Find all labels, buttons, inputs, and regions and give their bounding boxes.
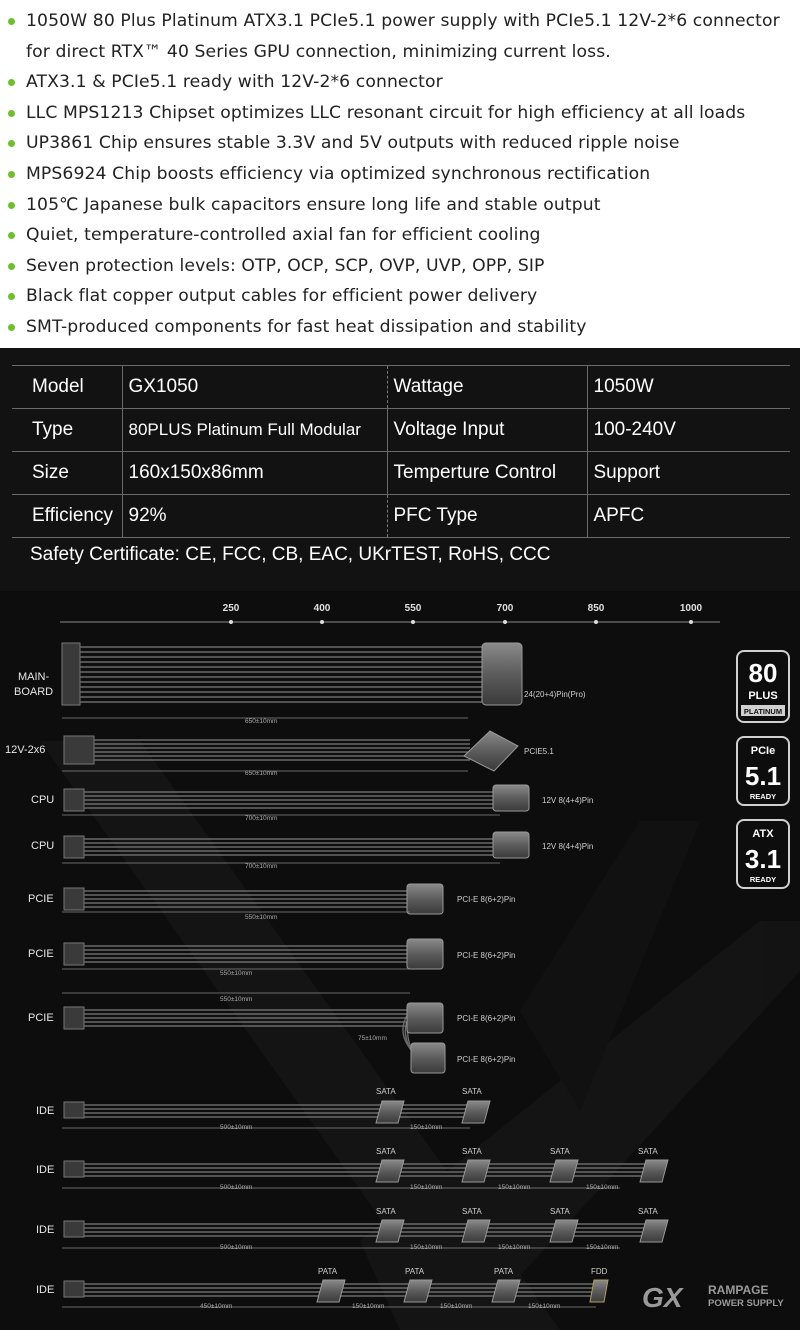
svg-text:SATA: SATA	[462, 1207, 482, 1216]
spec-value: Support	[587, 452, 790, 495]
svg-text:PLATINUM: PLATINUM	[743, 707, 783, 716]
svg-text:RAMPAGE: RAMPAGE	[708, 1283, 769, 1297]
scale-bar	[60, 603, 720, 624]
modular-plug	[64, 736, 94, 764]
svg-text:ATX: ATX	[752, 828, 774, 840]
svg-text:PCI-E 8(6+2)Pin: PCI-E 8(6+2)Pin	[457, 1014, 516, 1023]
bullet-icon	[8, 18, 15, 25]
svg-text:PCI-E 8(6+2)Pin: PCI-E 8(6+2)Pin	[457, 1055, 516, 1064]
modular-plug	[64, 943, 84, 965]
spec-value: 100-240V	[587, 409, 790, 452]
svg-text:12V-2x6: 12V-2x6	[5, 744, 46, 756]
svg-text:SATA: SATA	[550, 1207, 570, 1216]
feature-item: Seven protection levels: OTP, OCP, SCP, OVP, UVP, OPP, SIP	[8, 251, 800, 282]
svg-text:400: 400	[313, 603, 331, 614]
pcie-8pin-connector	[411, 1043, 445, 1073]
svg-text:CPU: CPU	[31, 840, 55, 852]
feature-item: UP3861 Chip ensures stable 3.3V and 5V outputs with reduced ripple noise	[8, 128, 800, 159]
spec-value: APFC	[587, 495, 790, 538]
scale-tick	[588, 603, 605, 624]
spec-key: Model	[12, 366, 122, 409]
svg-text:450±10mm: 450±10mm	[200, 1303, 233, 1310]
svg-text:PCIE: PCIE	[28, 1012, 54, 1024]
svg-text:READY: READY	[749, 875, 777, 884]
svg-text:75±10mm: 75±10mm	[358, 1035, 387, 1042]
feature-item: LLC MPS1213 Chipset optimizes LLC resonant circuit for high efficiency at all loads	[8, 98, 800, 129]
bullet-icon	[8, 140, 15, 147]
svg-text:IDE: IDE	[36, 1224, 55, 1236]
scale-tick	[314, 603, 331, 624]
bullet-icon	[8, 79, 15, 86]
svg-text:80: 80	[748, 658, 778, 688]
svg-text:700±10mm: 700±10mm	[245, 815, 278, 822]
feature-item: MPS6924 Chip boosts efficiency via optimized synchronous rectification	[8, 159, 800, 190]
cpu-8pin-connector	[493, 832, 529, 858]
spec-value: 1050W	[587, 366, 790, 409]
svg-text:PLUS: PLUS	[748, 690, 778, 702]
svg-text:CPU: CPU	[31, 794, 55, 806]
spec-key: Wattage	[387, 366, 587, 409]
svg-text:650±10mm: 650±10mm	[245, 770, 278, 777]
spec-key: PFC Type	[387, 495, 587, 538]
svg-text:PCIE: PCIE	[28, 948, 54, 960]
modular-plug	[64, 1281, 84, 1297]
feature-list-section	[0, 0, 800, 348]
svg-text:500±10mm: 500±10mm	[220, 1244, 253, 1251]
feature-item: SMT-produced components for fast heat dissipation and stability	[8, 312, 800, 343]
cable-diagram-svg	[0, 591, 800, 1330]
svg-text:POWER SUPPLY: POWER SUPPLY	[708, 1298, 784, 1309]
cable-diagram	[0, 591, 800, 1330]
feature-item: 1050W 80 Plus Platinum ATX3.1 PCIe5.1 power supply with PCIe5.1 12V-2*6 connector for direct RTX™ 40 Series GPU connection, minimizing current loss.	[8, 6, 800, 67]
svg-text:SATA: SATA	[376, 1207, 396, 1216]
svg-text:IDE: IDE	[36, 1105, 55, 1117]
svg-text:PCI-E 8(6+2)Pin: PCI-E 8(6+2)Pin	[457, 951, 516, 960]
svg-text:PATA: PATA	[494, 1267, 514, 1276]
cpu-8pin-connector	[493, 785, 529, 811]
svg-text:1000: 1000	[679, 603, 703, 614]
pcie-8pin-connector	[407, 1003, 443, 1033]
svg-text:150±10mm: 150±10mm	[352, 1303, 385, 1310]
svg-text:SATA: SATA	[376, 1147, 396, 1156]
svg-text:SATA: SATA	[638, 1147, 658, 1156]
svg-text:150±10mm: 150±10mm	[498, 1244, 531, 1251]
spec-key: Efficiency	[12, 495, 122, 538]
svg-text:150±10mm: 150±10mm	[586, 1244, 619, 1251]
svg-text:250: 250	[222, 603, 240, 614]
svg-text:500±10mm: 500±10mm	[220, 1184, 253, 1191]
svg-text:FDD: FDD	[591, 1267, 608, 1276]
svg-text:850: 850	[587, 603, 605, 614]
svg-text:150±10mm: 150±10mm	[498, 1184, 531, 1191]
svg-text:READY: READY	[749, 792, 777, 801]
svg-text:SATA: SATA	[638, 1207, 658, 1216]
svg-text:PCIe: PCIe	[750, 745, 776, 757]
spec-value: 80PLUS Platinum Full Modular	[122, 409, 387, 452]
spec-key: Type	[12, 409, 122, 452]
bullet-icon	[8, 171, 15, 178]
svg-text:SATA: SATA	[462, 1087, 482, 1096]
bullet-icon	[8, 110, 15, 117]
badge-atx-3-1-ready	[737, 820, 789, 888]
spec-row	[12, 366, 790, 409]
spec-key: Voltage Input	[387, 409, 587, 452]
background-x-graphic	[40, 741, 800, 1330]
svg-text:550±10mm: 550±10mm	[245, 914, 278, 921]
safety-certificate: Safety Certificate: CE, FCC, CB, EAC, UKrTEST, RoHS, CCC	[30, 544, 551, 565]
svg-text:12V 8(4+4)Pin: 12V 8(4+4)Pin	[542, 842, 594, 851]
svg-text:BOARD: BOARD	[14, 686, 54, 698]
rampage-logo	[642, 1282, 784, 1313]
modular-plug	[64, 1221, 84, 1237]
svg-text:5.1: 5.1	[744, 761, 782, 791]
cable-pcie-1	[28, 884, 515, 921]
svg-text:550: 550	[404, 603, 422, 614]
feature-item: 105℃ Japanese bulk capacitors ensure long life and stable output	[8, 190, 800, 221]
svg-text:MAIN-: MAIN-	[18, 671, 50, 683]
bullet-icon	[8, 293, 15, 300]
modular-plug	[64, 1161, 84, 1177]
modular-plug	[64, 1102, 84, 1118]
svg-text:150±10mm: 150±10mm	[586, 1184, 619, 1191]
svg-text:12V 8(4+4)Pin: 12V 8(4+4)Pin	[542, 796, 594, 805]
cable-ide-1	[36, 1087, 490, 1131]
svg-text:PCIE5.1: PCIE5.1	[524, 747, 554, 756]
cable-mainboard	[14, 643, 586, 725]
modular-plug	[62, 643, 80, 705]
atx-24pin-connector	[482, 643, 522, 705]
svg-text:PCIE: PCIE	[28, 893, 54, 905]
svg-text:500±10mm: 500±10mm	[220, 1124, 253, 1131]
svg-text:SATA: SATA	[376, 1087, 396, 1096]
pcie-8pin-connector	[407, 884, 443, 914]
svg-text:700: 700	[496, 603, 514, 614]
svg-text:150±10mm: 150±10mm	[528, 1303, 561, 1310]
spec-row	[12, 409, 790, 452]
svg-text:IDE: IDE	[36, 1164, 55, 1176]
bullet-icon	[8, 324, 15, 331]
svg-text:PCI-E 8(6+2)Pin: PCI-E 8(6+2)Pin	[457, 895, 516, 904]
feature-item: Quiet, temperature-controlled axial fan for efficient cooling	[8, 220, 800, 251]
spec-table-section	[0, 348, 800, 591]
bullet-icon	[8, 263, 15, 270]
spec-table	[12, 365, 790, 538]
spec-value: 92%	[122, 495, 387, 538]
svg-text:PATA: PATA	[318, 1267, 338, 1276]
scale-tick	[497, 603, 514, 624]
svg-text:SATA: SATA	[462, 1147, 482, 1156]
svg-text:550±10mm: 550±10mm	[220, 996, 253, 1003]
badge-pcie-5-1-ready	[737, 737, 789, 805]
svg-text:SATA: SATA	[550, 1147, 570, 1156]
svg-text:150±10mm: 150±10mm	[410, 1244, 443, 1251]
spec-row	[12, 452, 790, 495]
svg-text:150±10mm: 150±10mm	[440, 1303, 473, 1310]
12v-2x6-connector	[464, 731, 518, 771]
spec-key: Size	[12, 452, 122, 495]
bullet-icon	[8, 202, 15, 209]
svg-text:3.1: 3.1	[744, 844, 782, 874]
svg-text:24(20+4)Pin(Pro): 24(20+4)Pin(Pro)	[524, 690, 586, 699]
scale-tick	[680, 603, 703, 624]
spec-value: GX1050	[122, 366, 387, 409]
modular-plug	[64, 888, 84, 910]
feature-list	[0, 0, 800, 343]
spec-key: Temperture Control	[387, 452, 587, 495]
scale-tick	[405, 603, 422, 624]
gx-logo-mark: GX	[642, 1282, 683, 1313]
modular-plug	[64, 789, 84, 811]
modular-plug	[64, 1007, 84, 1029]
spec-row	[12, 495, 790, 538]
modular-plug	[64, 836, 84, 858]
feature-item: ATX3.1 & PCIe5.1 ready with 12V-2*6 connector	[8, 67, 800, 98]
spec-value: 160x150x86mm	[122, 452, 387, 495]
svg-text:PATA: PATA	[405, 1267, 425, 1276]
svg-text:550±10mm: 550±10mm	[220, 970, 253, 977]
svg-text:700±10mm: 700±10mm	[245, 863, 278, 870]
pcie-8pin-connector	[407, 939, 443, 969]
scale-tick	[223, 603, 240, 624]
svg-text:IDE: IDE	[36, 1284, 55, 1296]
svg-text:150±10mm: 150±10mm	[410, 1124, 443, 1131]
svg-text:650±10mm: 650±10mm	[245, 718, 278, 725]
badge-80plus-platinum	[737, 651, 789, 722]
bullet-icon	[8, 232, 15, 239]
svg-text:150±10mm: 150±10mm	[410, 1184, 443, 1191]
feature-item: Black flat copper output cables for efficient power delivery	[8, 281, 800, 312]
